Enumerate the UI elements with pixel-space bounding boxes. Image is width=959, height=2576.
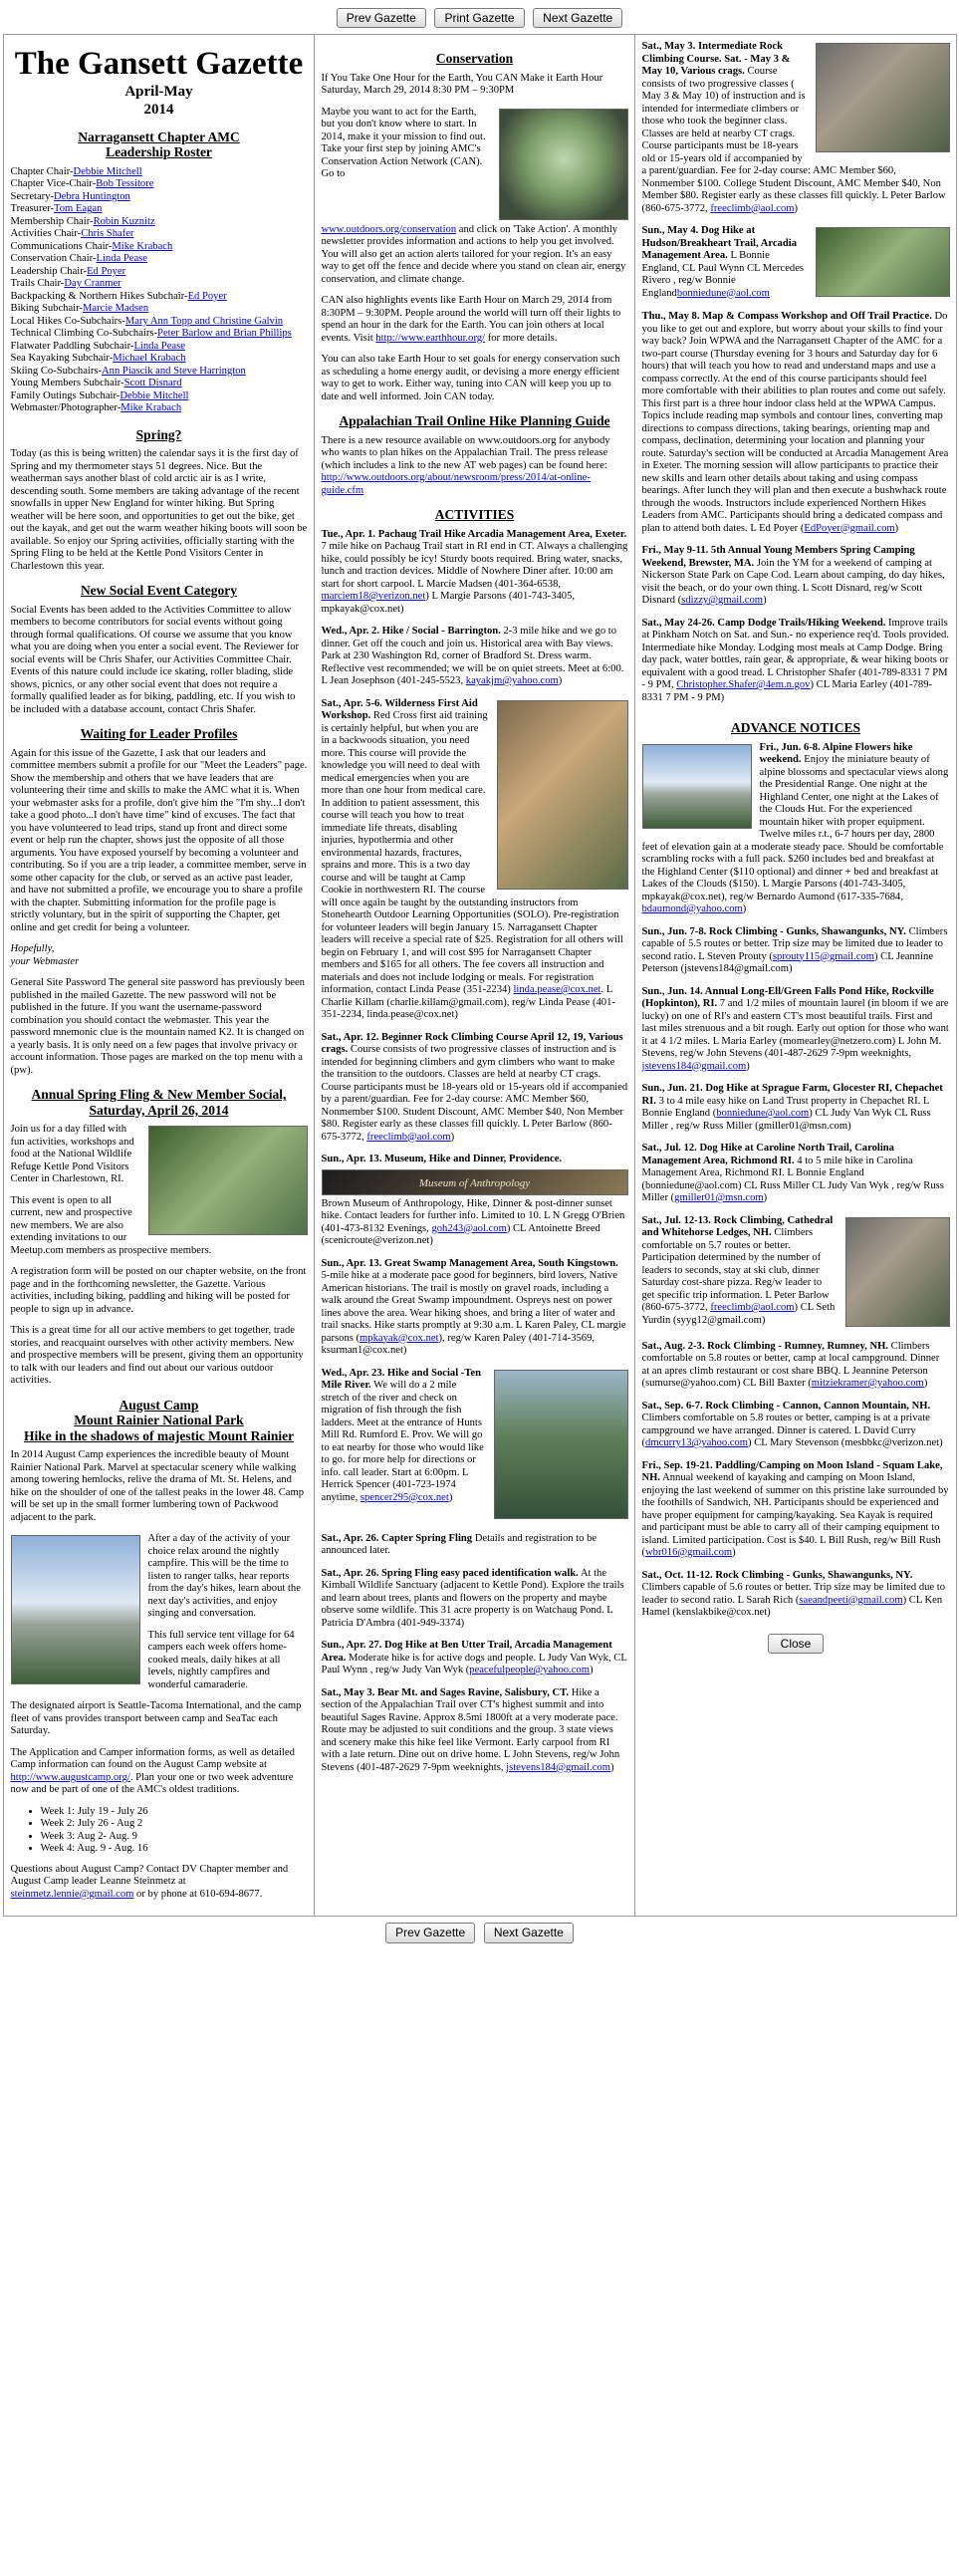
fling-p3: A registration form will be posted on our chapter website, on the front page and in the forthcoming newsletter, the Gazette. Various activities, including biking, paddling and hiking will be posted for people to sign up in advance. <box>10 1266 307 1315</box>
event-email-link[interactable]: wbr016@gmail.com <box>645 1547 733 1559</box>
event-email-link[interactable]: linda.pease@cox.net <box>513 984 601 996</box>
roster-name-link[interactable]: Ed Poyer <box>187 290 227 302</box>
roster-name-link[interactable]: Robin Kuznitz <box>93 215 155 227</box>
event-title: Sat., May 3. Intermediate Rock Climbing Course. Sat. - May 3 & May 10, Various crags. <box>641 41 791 77</box>
close-button[interactable]: Close <box>768 1634 825 1654</box>
event-body: Course consists of two progressive classes of instruction and is intended for beginning climbers and gym climbers who want to make the transition to the outdoors. Classes are held at nearby CT crags. Course participants must be 18-years old or 15-years old if accompanied by a parent/guardian. Fee for 2-day course: AMC Member $60, Nonmember $100. Student Discount, AMC Member $40, Non Member $80. Register early as these classes fill quickly. L Peter Barlow (860-675-3772, <box>321 1044 628 1143</box>
event-email-link[interactable]: bonniedune@aol.com <box>716 1108 810 1120</box>
roster-name-link[interactable]: Michael Krabach <box>113 353 186 365</box>
roster-role: Young Members Subchair- <box>10 378 124 389</box>
close-wrap <box>642 1634 950 1654</box>
event-item <box>322 698 628 1022</box>
event-body: Do you like to get out and explore, but worry about your skills to find your way back? Join WPWA and the Narragansett Chapter of the AMC for a two-part course (Thursday evening for 3 hours and Saturday day for 6 hours) that will teach you how to read and understand maps and use a compass correctly. At the end of this course participants should feel more comfortable with their abilities to plan routes and come out safely. This first part is a three hour indoor class held at the WPWA Campus. Topics include reading map symbols and contour lines, converting map directions to compass directions, taking bearings, orienting map and compass, declination, determining your location and planning your route. Saturday's section will be conducted at Arcadia Management Area in Exeter. The morning session will allow participants to practice their new skills and learn other details about taking and using compass bearings. After lunch they will plan and then execute a bushwhack route through the woods. Instructors include experienced Northern Hikes Leaders from AMC. Participants should bring a dedicated compass and plan to attend both dates. L Ed Poyer ( <box>641 311 949 534</box>
event-item <box>322 1533 628 1558</box>
roster-name-link[interactable]: Scott Disnard <box>123 378 182 389</box>
left-column <box>3 35 314 1917</box>
conservation-p1: Maybe you want to act for the Earth, but you don't know where to start. In 2014, make it your mission to find out. Take your first step by joining AMC's Conservation Action Network (CAN). Go to <box>321 106 486 180</box>
event-item <box>322 1640 628 1677</box>
roster-name-link[interactable]: Linda Pease <box>133 340 185 352</box>
museum-banner-label: Museum of Anthropology <box>418 1176 531 1189</box>
camp-heading: August Camp Mount Rainier National Park Hike in the shadows of majestic Mount Rainier <box>23 1397 295 1443</box>
roster-line <box>11 366 308 379</box>
bottom-nav <box>0 1917 959 1946</box>
roster-role: Webmaster/Photographer- <box>10 402 121 414</box>
roster-line <box>11 191 308 204</box>
roster-role: Leadership Chair- <box>10 265 88 277</box>
event-tail: ) <box>448 1491 453 1503</box>
roster-line <box>11 241 308 254</box>
roster-role: Communications Chair- <box>10 240 113 252</box>
at-guide-link[interactable]: http://www.outdoors.org/about/newsroom/press/2014/at-online-guide.cfm <box>321 472 591 496</box>
roster-role: Sea Kayaking Subchair- <box>10 353 114 365</box>
at-guide-heading: Appalachian Trail Online Hike Planning Guide <box>339 413 610 429</box>
event-item <box>642 545 950 608</box>
event-body: Join the YM for a weekend of camping at Nickerson State Park on Cape Cod. Learn about camping, do day hikes, visit the beach, or do your own thing. L Scott Disnard, reg/w Scott Disnard ( <box>641 557 945 606</box>
event-body: 3 to 4 mile easy hike on Land Trust property in Chepachet RI. L Bonnie England ( <box>641 1095 930 1120</box>
event-title: Sat., May 3. Bear Mt. and Sages Ravine, Salisbury, CT. <box>321 1686 570 1698</box>
event-item <box>642 1143 950 1205</box>
event-title: Sat., Sep. 6-7. Rock Climbing - Cannon, Cannon Mountain, NH. <box>641 1400 931 1412</box>
event-email-link[interactable]: bonniedune@aol.com <box>676 287 770 299</box>
event-item <box>642 618 950 705</box>
roster-line <box>11 328 308 341</box>
roster-line <box>11 266 308 279</box>
roster-role: Chapter Chair- <box>10 165 74 177</box>
event-email-link[interactable]: EdPoyer@gmail.com <box>804 522 895 534</box>
event-title: Sat., Jul. 12. Dog Hike at Caroline North Trail, Carolina Management Area, Richmond RI. <box>641 1143 894 1166</box>
event-email-link[interactable]: goh243@aol.com <box>431 1222 507 1234</box>
camp-p1: In 2014 August Camp experiences the incredible beauty of Mount Rainier National Park. Marvel at spectacular scenery while walking among towering hemlocks, relive the drama of Mt. St. Helens, and hike on the shoulder of one of the tallest peaks in the lower 48. Camp will be set up in the small former lumbering town of Packwood adjacent to the park. <box>10 1449 304 1523</box>
event-item <box>642 1083 950 1133</box>
event-email-link[interactable]: bdaumond@yahoo.com <box>641 903 743 915</box>
event-email-link[interactable]: saeandpeeti@gmail.com <box>799 1594 903 1606</box>
at-guide-body: There is a new resource available on www.outdoors.org for anybody who wants to plan hikes on the Appalachian Trail. The press release (which includes a link to the new AT web pages) can be found here: http://www.outdoors.org/about/newsroom/press/2014/at-online-guide.cfm <box>321 434 610 496</box>
event-item <box>322 626 628 688</box>
week-item: • Week 2: July 26 - Aug 2 <box>41 1818 308 1831</box>
roster-name-link[interactable]: Debbie Mitchell <box>120 389 189 401</box>
roster-role: Trails Chair- <box>10 278 65 290</box>
first-aid-photo <box>497 700 628 890</box>
event-body: Moderate hike is for active dogs and people. L Judy Van Wyk, CL Paul Wynn , reg/w Judy Van Wyk ( <box>321 1652 627 1676</box>
roster-name-link[interactable]: Tom Eagan <box>54 203 103 215</box>
event-item <box>322 1568 628 1631</box>
roster-role: Conservation Chair- <box>10 253 97 265</box>
roster-name-link[interactable]: Chris Shafer <box>81 228 134 240</box>
roster-list <box>11 166 308 415</box>
event-tail: ) <box>894 522 899 534</box>
social-heading: New Social Event Category <box>80 583 238 599</box>
week-item: • Week 4: Aug. 9 - Aug. 16 <box>41 1843 308 1856</box>
event-item <box>642 1341 950 1391</box>
middle-column <box>314 35 634 1917</box>
event-item <box>642 1460 950 1560</box>
event-body: Brown Museum of Anthropology, Hike, Dinner & post-dinner sunset hike. Contact leaders for further info. Limited to 10. L N Gregg O'Brien (401-473-8132 Evenings, <box>321 1197 625 1234</box>
steinmetz-email-link[interactable]: steinmetz.lennie@gmail.com <box>10 1888 134 1900</box>
event-body: Improve trails at Pinkham Notch on Sat. and Sun.- no experience req'd. Tools provided. Intermediate hike Monday. Lodging most meals at Camp Dodge. Bring day pack, water bottles, rain gear, & appropriate, & wear hiking boots or equivalent with a good tread. L Christopher Shafer (401-789-8331 7 PM - 9 PM, <box>641 617 949 690</box>
top-nav <box>0 0 959 34</box>
event-item <box>642 1215 950 1331</box>
mount-rainier-photo <box>11 1535 140 1684</box>
roster-name-link[interactable]: Mike Krabach <box>120 402 182 414</box>
spring-body: Today (as this is being written) the calendar says it is the first day of Spring and my thermometer stays 51 degrees. Nice. But the weatherman says another blast of cold arctic air is as I write, descending south. Some members are taking advantage of the recent snowfalls in upper New England for winter hiking. But Spring weather will be here soon, and opportunities to get out the bike, get out the kayak, and get out the warm weather hiking boots will soon be available. So enjoy our Spring activities, officially starting with the Spring Fling to be held at the Kettle Pond Visitors Center in Charlestown this year. <box>10 448 308 572</box>
waiting-body: Again for this issue of the Gazette, I ask that our leaders and committee members submit a profile for our "Meet the Leaders" page. Show the membership and others that we have leaders that are volunteering their time and skills to make the AMC what it is. When your webmaster asks for a profile, don't give him the "I'm shy...I don't take a good photo...I don't have time" kind of excuses. The fact that you have volunteered to lead trips, stand up front and direct some event or help run the chapter, shows just the opposite of all those arguments. You have exposed yourself by becoming a volunteer and contributing. So if you are a trip leader, a committee member, serve in some other capacity for the club, or served as an active past leader, and have not submitted a profile, we encourage you to share a profile with the chapter. Submitting information for the profile page is strictly voluntary, but in the spirit of supporting the Chapter, get online and get credit for being a volunteer. <box>10 747 308 933</box>
camp-p3: This full service tent village for 64 campers each week offers home-cooked meals, daily hikes at all levels, nightly campfires and wonderful camaraderie. <box>147 1629 295 1690</box>
event-title: Sun., Apr. 27. Dog Hike at Ben Utter Trail, Arcadia Management Area. <box>321 1640 612 1664</box>
event-title: Sun., Apr. 13. Great Swamp Management Area, South Kingstown. <box>321 1257 618 1269</box>
event-tail: ) <box>763 1192 768 1204</box>
fling-p4: This is a great time for all our active members to get together, trade stories, and reacquaint ourselves with other activity members. New and prospective members will be present, giving them an opportunity to talk with our leaders and find out about our various outdoor activities. <box>10 1325 304 1387</box>
event-body: At the Kimball Wildlife Sanctuary (adjacent to Kettle Pond). Explore the trails and learn about trees, plants and flowers on the property and maybe observe some wildlife. This 31 acre property is on Watchaug Pond. L Patricia D'Ambra (401-949-3374) <box>321 1567 624 1629</box>
event-tail: ) <box>794 202 799 214</box>
week-item: • Week 1: July 19 - July 26 <box>41 1806 308 1819</box>
event-body: Details and registration to be announced later. <box>321 1532 598 1557</box>
camp-p5: The Application and Camper information forms, as well as detailed Camp information can found on the August Camp website at http://www.augustcamp.org/. Plan your one or two week adventure now and be part of one of the AMC's oldest traditions. <box>10 1746 295 1796</box>
roster-role: Treasurer- <box>10 203 55 215</box>
event-item <box>642 1570 950 1620</box>
event-item <box>642 1401 950 1450</box>
event-body: Climbers comfortable on 5.8 routes or better, camping is at a private campground we have arranged. Dinner is catered. L David Curry ( <box>641 1413 930 1449</box>
roster-name-link[interactable]: Day Cranmer <box>64 278 121 290</box>
roster-line <box>11 253 308 266</box>
event-tail: ) CL Seth Yurdin (syyg12@gmail.com) <box>641 1302 836 1326</box>
roster-name-link[interactable]: Bob Tessitore <box>96 178 154 190</box>
event-title: Wed., Apr. 23. Hike and Social -Ten Mile River. <box>321 1367 482 1392</box>
advance-heading: ADVANCE NOTICES <box>731 720 860 735</box>
password-note: General Site Password The general site password has previously been published in the mailed Gazette. The new password will not be published in the future. If you want the username-password combination you should contact the webmaster. This year the password mnemonic clue is the mountain named K2. It is changed on a yearly basis. It is only need on a few pages that involve privacy or account information. Those pages are marked on the top menu with a (pw). <box>10 977 305 1076</box>
roster-line <box>11 278 308 291</box>
event-title: Sat., May 24-26. Camp Dodge Trails/Hiking Weekend. <box>641 617 886 629</box>
roster-role: Chapter Vice-Chair- <box>10 178 97 190</box>
event-tail: ) L Margie Parsons (401-743-3405, mpkayak@cox.net) <box>321 591 576 615</box>
event-tail: ) <box>923 1378 928 1390</box>
event-item <box>322 529 628 617</box>
event-title: Sun., Jun. 7-8. Rock Climbing - Gunks, Shawangunks, NY. <box>641 925 906 937</box>
event-title: Sat., Aug. 2-3. Rock Climbing - Rumney, Rumney, NH. <box>641 1340 889 1352</box>
event-title: Fri., Sep. 19-21. Paddling/Camping on Moon Island - Squam Lake, NH. <box>641 1459 943 1484</box>
roster-role: Skiing Co-Subchairs- <box>10 365 103 377</box>
event-email-link[interactable]: peacefulpeople@yahoo.com <box>469 1665 590 1676</box>
prev-gazette-button[interactable]: Prev Gazette <box>337 8 426 28</box>
earth-hour-photo <box>499 109 628 220</box>
event-tail: . L Charlie Killam (charlie.killam@gmail.com), reg/w Linda Pease (401-351-2234, linda.pease@cox.net) <box>321 984 615 1021</box>
roster-line <box>11 378 308 390</box>
issue-date: April-May 2014 <box>124 84 193 118</box>
social-body: Social Events has been added to the Activities Committee to allow members to become contributors for social events without going through formal qualifications. Of course we assume that you know what you are doing when you enter a social event. The Reviewer for social events will be Chris Shafer, our Activities Committee Chair. Events of this nature could include ice skating, roller blading, slide shows, picnics, or any other social event that does not require a formally qualified leader as for biking, paddling, etc. If you wish to be included with a database account, contact Chris Shafer. <box>10 604 300 715</box>
event-tail: ) <box>763 595 767 606</box>
next-gazette-button-bottom[interactable]: Next Gazette <box>484 1923 574 1942</box>
spring-heading: Spring? <box>135 426 182 442</box>
event-body: Climbers comfortable on 5.8 routes or better, camp at local campground. Dinner at an apres climb restaurant or cost share BBQ. L Jeannine Peterson (sumurse@yahoo.com) CL Bill Baxter ( <box>641 1340 940 1390</box>
event-body: Course consists of two progressive classes ( May 3 & May 10) of instruction and is intended for intermediate climbers or those who took the beginner class. Classes are held at nearby CT crags. Course participants must be 18-years old or 15-years old if accompanied by a parent/guardian. Fee for 2-day course: AMC Member $60, Nonmember $100. College Student Discount, AMC Member $40, Non Member $80. Register early as these classes fill quickly. L Peter Barlow (860-675-3772, <box>641 66 946 214</box>
august-camp-link[interactable]: http://www.augustcamp.org/ <box>10 1771 130 1783</box>
camp-p4: The designated airport is Seattle-Tacoma International, and the camp fleet of vans provides transport between camp and SeaTac each Saturday. <box>10 1700 302 1737</box>
ten-mile-river-photo <box>494 1370 628 1519</box>
rock-climbing-photo <box>816 43 950 152</box>
event-title: Sun., May 4. Dog Hike at Hudson/Breakheart Trail, Arcadia Management Area. <box>641 225 797 261</box>
event-title: Sun., Apr. 13. Museum, Hike and Dinner, Providence. <box>321 1154 563 1165</box>
event-title: Sat., Jul. 12-13. Rock Climbing, Cathedral and Whitehorse Ledges, NH. <box>641 1214 834 1239</box>
roster-name-link[interactable]: Linda Pease <box>96 253 147 265</box>
print-gazette-button[interactable]: Print Gazette <box>434 8 524 28</box>
event-email-link[interactable]: gmiller01@msn.com <box>674 1192 764 1204</box>
roster-role: Local Hikes Co-Subchairs- <box>10 315 125 327</box>
roster-line <box>11 316 308 329</box>
event-email-link[interactable]: marciem18@verizon.net <box>321 591 426 603</box>
event-email-link[interactable]: sdizzy@gmail.com <box>681 595 764 606</box>
event-body: Climbers capable of 5.6 routes or better. Trip size may be limited due to leader to second ratio. L Sarah Rich ( <box>641 1582 946 1606</box>
event-tail: ) <box>589 1665 594 1676</box>
roster-heading: Narragansett Chapter AMC Leadership Roster <box>78 129 240 160</box>
roster-name-link[interactable]: Debra Huntington <box>54 190 130 202</box>
event-email-link[interactable]: dmcurry13@yahoo.com <box>645 1437 749 1449</box>
event-email-link[interactable]: freeclimb@aol.com <box>366 1131 451 1143</box>
roster-name-link[interactable]: Mary Ann Topp and Christine Galvin <box>124 315 284 327</box>
event-email-link[interactable]: jstevens184@gmail.com <box>506 1761 610 1773</box>
event-title: Fri., May 9-11. 5th Annual Young Members Spring Camping Weekend, Brewster, MA. <box>641 545 915 569</box>
event-item <box>642 41 950 215</box>
roster-role: Flatwater Paddling Subchair- <box>10 340 134 352</box>
roster-line <box>11 178 308 191</box>
event-body: Climbers comfortable on 5.7 routes or better. Participation determined by the number of leaders to seconds, stay at ski club, dinner Saturday cost-share pizza. Reg/w leader to get specific trip information. L Peter Barlow (860-675-3772, <box>641 1227 830 1314</box>
roster-role: Biking Subchair- <box>10 303 83 315</box>
event-tail: ) <box>609 1761 614 1773</box>
roster-line <box>11 390 308 403</box>
event-body: 7 mile hike on Pachaug Trail start in RI end in CT. Always a challenging hike, could possibly be icy! Sturdy boots required. Bring water, snacks, lunch and traction devices. Middle of Nowhere Diner after. 10:00 am start for short carpool. L Marcie Madsen (401-364-6538, <box>321 541 628 590</box>
event-email-link[interactable]: sprouty115@gmail.com <box>772 950 874 962</box>
event-item <box>322 1258 628 1358</box>
masthead-title: The Gansett Gazette <box>14 46 304 82</box>
waiting-heading: Waiting for Leader Profiles <box>80 726 238 742</box>
kettle-pond-photo <box>148 1126 308 1235</box>
event-email-link[interactable]: mitziekramer@yahoo.com <box>811 1378 924 1390</box>
fling-p2: This event is open to all current, new and prospective new members. We are also extending invitations to our Meetup.com members as prospective members. <box>10 1194 212 1256</box>
event-tail: ) <box>558 675 563 687</box>
event-title: Tue., Apr. 1. Pachaug Trail Hike Arcadia Management Area, Exeter. <box>321 528 627 540</box>
roster-line <box>11 303 308 316</box>
activities-heading: ACTIVITIES <box>434 507 515 523</box>
outdoors-conservation-link[interactable]: www.outdoors.org/conservation <box>321 223 457 235</box>
event-body: 5-mile hike at a moderate pace good for beginners, bird lovers, Native American historians. The trail is mostly on gravel roads, including a walk around the Great Swamp impoundment. Ospreys nest on power lines above the area. Wear hiking shoes, and bring a liter of water and trail snacks. Hike starts promptly at 9:30 a.m. L Karen Paley, CL margie parsons ( <box>321 1270 626 1344</box>
conservation-p1b: www.outdoors.org/conservation and click on 'Take Action'. A monthly newsletter provides information and actions to help you get involved. You will also get an action alerts tailored for your region. It's an easy way to get off the fence and decide where you stand on clean air, energy conservation, and climate change. <box>321 223 626 285</box>
event-title: Sat., Apr. 5-6. Wilderness First Aid Workshop. <box>321 697 478 722</box>
roster-role: Backpacking & Northern Hikes Subchair- <box>10 290 188 302</box>
event-tail: ) CL Ken Hamel (kenslakbike@cox.net) <box>641 1594 943 1619</box>
roster-name-link[interactable]: Mike Krabach <box>112 240 173 252</box>
event-email-link[interactable]: Christopher.Shafer@4em.n.gov <box>676 679 811 690</box>
prev-gazette-button-bottom[interactable]: Prev Gazette <box>385 1923 475 1942</box>
right-events-list <box>642 41 950 704</box>
roster-name-link[interactable]: Debbie Mitchell <box>73 165 142 177</box>
event-tail: ) CL Judy Van Wyk CL Russ Miller , reg/w Russ Miller (gmiller01@msn.com) <box>641 1108 931 1132</box>
museum-banner <box>322 1169 628 1195</box>
event-item <box>322 1687 628 1775</box>
roster-line <box>11 228 308 241</box>
roster-name-link[interactable]: Ann Piascik and Steve Harrington <box>102 365 246 377</box>
roster-line <box>11 166 308 179</box>
alpine-flowers-photo <box>642 744 752 829</box>
camp-p6: Questions about August Camp? Contact DV Chapter member and August Camp leader Leanne Steinmetz at steinmetz.lennie@gmail.com or by phone at 610-694-8677. <box>10 1863 289 1900</box>
event-tail: ) <box>746 1060 750 1072</box>
gazette-table <box>3 34 957 1917</box>
roster-line <box>11 291 308 304</box>
event-tail: ) CL Jeannine Peterson (jstevens184@gmail.com) <box>641 950 934 975</box>
event-title: Sat., Apr. 26. Capter Spring Fling <box>321 1532 473 1544</box>
dog-hike-photo <box>816 227 950 297</box>
conservation-heading: Conservation <box>435 51 514 66</box>
roster-role: Secretary- <box>10 190 55 202</box>
right-column <box>634 35 956 1917</box>
event-item <box>642 742 950 916</box>
roster-name-link[interactable]: Ed Poyer <box>87 265 126 277</box>
roster-role: Activities Chair- <box>10 228 82 240</box>
signoff: Hopefully, your Webmaster <box>10 943 80 967</box>
week-item: • Week 3: Aug 2- Aug. 9 <box>41 1831 308 1844</box>
event-title: Sat., Apr. 12. Beginner Rock Climbing Course April 12, 19, Various crags. <box>321 1031 623 1056</box>
roster-role: Family Outings Subchair- <box>10 389 120 401</box>
event-body: L Bonnie England, CL Paul Wynn CL Mercedes Rivero , reg/w Bonnie England <box>641 250 805 299</box>
event-item <box>642 986 950 1074</box>
event-body: 2-3 mile hike and we go to dinner. Get off the couch and join us. Historical area with Bay views. Park at 230 Washington Rd, corner of Bradford St. Dress warm. Reflective vest recommended; we will be on quiet streets. Meet at 6:00. L Jean Josephson (401-245-5523, <box>321 626 624 687</box>
conservation-date: Saturday, March 29, 2014 8:30 PM – 9:30PM <box>321 85 515 97</box>
event-email-link[interactable]: freeclimb@aol.com <box>710 202 795 214</box>
fling-intro: Join us for a day filled with fun activities, workshops and food at the National Wildlife Refuge Kettle Pond Visitors Center in Charlestown, RI. <box>10 1124 134 1185</box>
event-email-link[interactable]: freeclimb@aol.com <box>710 1302 795 1314</box>
roster-name-link[interactable]: Marcie Madsen <box>82 303 149 315</box>
fling-heading: Annual Spring Fling & New Member Social, Saturday, April 26, 2014 <box>31 1087 287 1118</box>
event-title: Sun., Jun. 21. Dog Hike at Sprague Farm, Glocester RI, Chepachet RI. <box>641 1083 943 1107</box>
conservation-p3: You can also take Earth Hour to set goals for energy conservation such as scheduling a home energy audit, or devising a more energy efficient way to get to work. Either way, tuning into CAN will keep you up to date and well informed. Join CAN today. <box>321 354 620 402</box>
event-body: 7 and 1/2 miles of mountain laurel (in bloom if we are lucky) on one of RI's and eastern CT's most beautiful trails. First and last miles strenuous and a bit rough. Early out option for those who want it at 4 1/2 miles. L Maria Earley (momearley@netzero.com) L John M. Stevens, reg/w John Stevens (401-487-2629 7-9pm weeknights, <box>641 998 949 1060</box>
event-email-link[interactable]: spencer295@cox.net <box>360 1491 449 1503</box>
advance-list <box>642 742 950 1620</box>
roster-line <box>11 353 308 366</box>
roster-line <box>11 402 308 415</box>
earthhour-link[interactable]: http://www.earthhour.org/ <box>375 332 486 344</box>
event-title: Fri., Jun. 6-8. Alpine Flowers hike weekend. <box>759 741 913 766</box>
event-body: Annual weekend of kayaking and camping on Moon Island, enjoying the last weekend of summer on this pristine lake surrounded by the foothills of Sandwich, NH. Participants should be experienced and have proper equipment for camping/kayaking. Sea Kayak is required and participant must be able to carry all of their camping equipment to island. Limited participation. Cost is $40. L Bill Rush, reg/w Bill Rush ( <box>641 1472 949 1559</box>
next-gazette-button[interactable]: Next Gazette <box>533 8 622 28</box>
event-title: Sun., Jun. 14. Annual Long-Ell/Green Falls Pond Hike, Rockville (Hopkinton), RI. <box>641 985 934 1010</box>
event-title: Sat., Oct. 11-12. Rock Climbing - Gunks, Shawangunks, NY. <box>641 1569 913 1581</box>
event-item <box>642 926 950 976</box>
event-tail: ) CL Mary Stevenson (mesbbkc@verizon.net) <box>748 1437 943 1449</box>
event-email-link[interactable]: mpkayak@cox.net <box>360 1332 439 1344</box>
event-title: Thu., May 8. Map & Compass Workshop and Off Trail Practice. <box>641 311 932 322</box>
roster-line <box>11 216 308 229</box>
weeks-list <box>11 1806 308 1856</box>
activities-list <box>322 529 628 1775</box>
conservation-p2: CAN also highlights events like Earth Hour on March 29, 2014 from 8:30PM – 9:30PM. People around the world will turn off their lights to spend an hour in the dark for the Earth. You can join others at local events. Visit http://www.earthhour.org/ for more details. <box>321 295 621 344</box>
event-tail: ), reg/w Karen Paley (401-714-3569, ksurman1@cox.net) <box>321 1332 596 1357</box>
camp-p2: After a day of the activity of your choice relax around the nightly campfire. This will be the time to listen to ranger talks, hear reports from the day's hikes, learn about the next day's activities, and enjoy singing and conversation. <box>147 1533 301 1620</box>
event-item <box>642 225 950 301</box>
event-body: Red Cross first aid training is certainly helpful, but when you are in a backwoods situation, you need more. This course will provide the knowledge you will need to deal with medical emergencies when you are more than one hour from medical care. In addition to patient assessment, this course will teach you how to treat immediate life threats, disabling injuries, hypothermia and other environmental hazards, fractures, sprains and more. This is a two day course and will be taught at Camp Cookie in northwestern RI. The course will once again be taught by the outstanding instructors from Stonehearth Outdoor Learning Opportunities (SOLO). Pre-registration for volunteer leaders will begin January 15. Narragansett Chapter leaders will receive a special rate of $25. Registration for all others will begin on February 1, and will cost $95 for Narragansett Chapter members and $165 for all others. The fee covers all instruction and materials and does not include lodging or meals. For registration information, contact Linda Pease (351-2234) <box>321 710 623 996</box>
event-body: Hike a section of the Appalachian Trail over CT's highest summit and into beautiful Sages Ravine. Approx 8.5mi 1800ft at a very moderate pace. Route may be adjusted to suit conditions and the group. 3 state views and scenery make this hike feel like Vermont. Early carpool from RI with a late return. Dine out on drive home. L John Stevens, reg/w John Stevens (401-487-2629 7-9pm weeknights, <box>321 1686 620 1773</box>
event-item <box>322 1154 628 1248</box>
roster-line <box>11 341 308 354</box>
cathedral-ledge-photo <box>845 1217 950 1327</box>
event-body: We will do a 2 mile stretch of the river and check on migration of fish through the fish ladders. Meet at the entrance of Hunts Mill Rd. Rumford E. Prov. We will go to eat nearby for those who would like to go. for more help for directions or info. call leader. Start at 6:00pm. L Herrick Spencer (401-723-1974 anytime, <box>321 1380 484 1503</box>
event-body: 4 to 5 mile hike in Carolina Management Area, Richmond RI. L Bonnie England (bonniedune@aol.com) CL Russ Miller CL Judy Van Wyk , reg/w Russ Miller ( <box>641 1155 944 1204</box>
event-item <box>642 311 950 535</box>
event-item <box>322 1368 628 1523</box>
event-title: Wed., Apr. 2. Hike / Social - Barrington. <box>321 626 501 638</box>
event-email-link[interactable]: kayakjm@yahoo.com <box>465 675 559 687</box>
event-title: Sat., Apr. 26. Spring Fling easy paced identification walk. <box>321 1567 579 1579</box>
event-body: Climbers capable of 5.5 routes or better. Trip size may be limited due to leader to second ratio. L Steven Prouty ( <box>641 925 948 962</box>
event-tail: ) CL Antoinette Breed (scenicroute@verizon.net) <box>321 1222 600 1247</box>
event-item <box>322 1032 628 1145</box>
event-tail: ) CL Maria Earley (401-789-8331 7 PM - 9 PM) <box>641 679 933 703</box>
event-tail: ) <box>732 1547 736 1559</box>
event-email-link[interactable]: jstevens184@gmail.com <box>641 1060 747 1072</box>
roster-role: Membership Chair- <box>10 215 94 227</box>
event-tail: ) <box>742 903 747 915</box>
conservation-intro: If You Take One Hour for the Earth, You CAN Make it Earth Hour <box>321 72 603 84</box>
event-tail: ) <box>450 1131 455 1143</box>
roster-name-link[interactable]: Peter Barlow and Brian Phillips <box>157 328 292 340</box>
event-body: Enjoy the miniature beauty of alpine blossoms and spectacular views along the Presidential Range. One night at the Highland Center, one night at the Lakes of the Clouds Hut. For the experienced mountain hiker with proper equipment. Twelve miles r.t., 6-7 hours per day, 2800 feet of elevation gain at a moderate steady pace. Should be comfortable scrambling rocks with a full pack. $260 includes bed and breakfast at the Highland Center ($110 optional) and dinner + bed and breakfast at Lakes of the Clouds ($150). L Margie Parsons (401-743-3405, mpkayak@cox.net), reg/w Bernardo Aumond (617-335-7684, <box>641 754 949 902</box>
roster-line <box>11 203 308 216</box>
roster-role: Technical Climbing Co-Subchairs- <box>10 328 158 340</box>
